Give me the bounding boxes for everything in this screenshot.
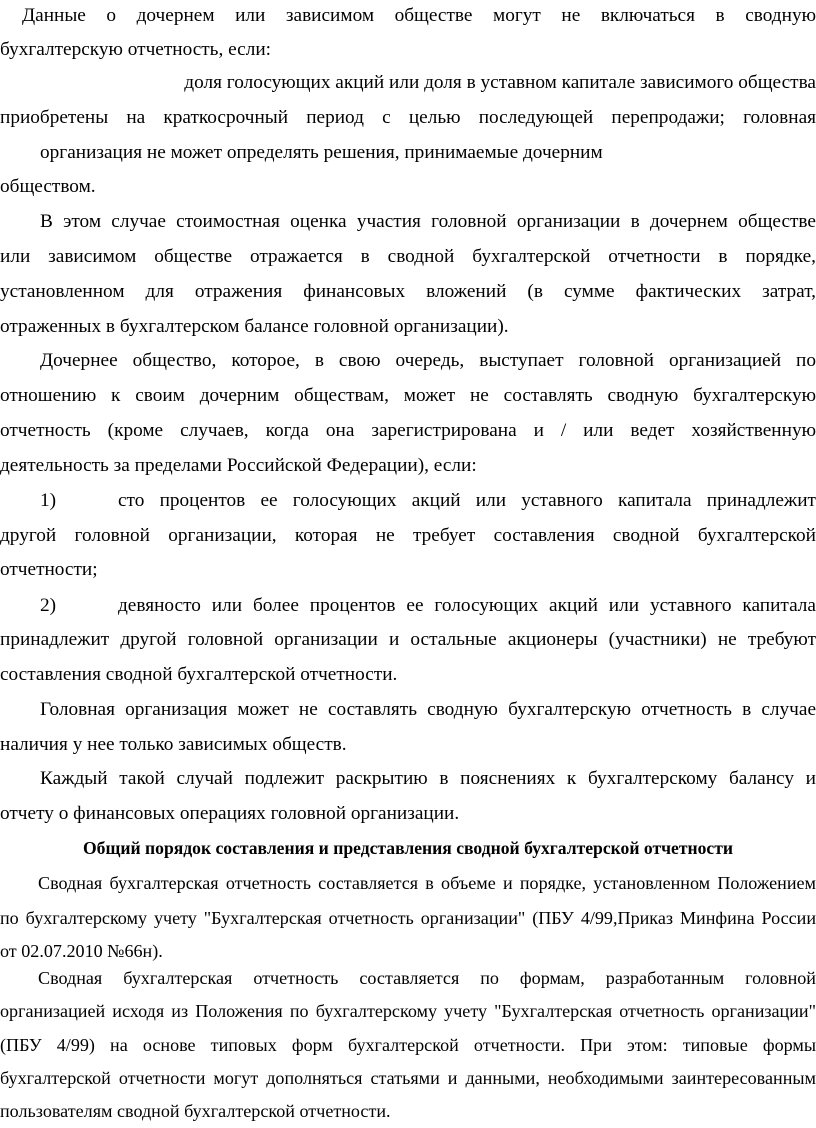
list-item-line: другой головной организации, которая не требует составления сводной бухгалтерской [0,525,816,546]
paragraph-line: Головная организация может не составлять сводную бухгалтерскую отчетность в случае [40,699,816,720]
list-item-line: отчетности; [0,559,98,580]
list-item-line: составления сводной бухгалтерской отчетности. [0,664,398,685]
paragraph-line: или зависимом обществе отражается в сводной бухгалтерской отчетности в порядке, [0,246,816,267]
list-number: 2) [40,595,57,616]
paragraph-line: от 02.07.2010 №66н). [0,941,163,961]
list-item-line: девяносто или более процентов ее голосующих акций или уставного капитала [118,595,816,616]
paragraph-line: Сводная бухгалтерская отчетность составляется по формам, разработанным головной [38,968,816,988]
paragraph-line: Дочернее общество, которое, в свою очередь, выступает головной организацией по [40,350,816,371]
paragraph-line: Сводная бухгалтерская отчетность составляется в объеме и порядке, установленном Положением [38,873,816,893]
paragraph-line: отчету о финансовых операциях головной организации. [0,803,460,824]
paragraph-line: отраженных в бухгалтерском балансе головной организации). [0,316,509,337]
paragraph-line: бухгалтерскую отчетность, если: [0,39,272,60]
paragraph-line: Каждый такой случай подлежит раскрытию в пояснениях к бухгалтерскому балансу и [40,768,816,789]
paragraph-line: отношению к своим дочерним обществам, может не составлять сводную бухгалтерскую [0,385,816,406]
section-heading: Общий порядок составления и представления сводной бухгалтерской отчетности [83,838,733,858]
paragraph-line: деятельность за пределами Российской Федерации), если: [0,455,477,476]
list-number: 1) [40,490,57,511]
list-item-line: принадлежит другой головной организации и остальные акционеры (участники) не требуют [0,629,816,650]
paragraph-line: отчетность (кроме случаев, когда она зарегистрирована и / или ведет хозяйственную [0,420,816,441]
paragraph-line: организацией исходя из Положения по бухгалтерскому учету "Бухгалтерская отчетность организации" [0,1001,816,1021]
paragraph-line: приобретены на краткосрочный период с целью последующей перепродажи; головная [0,107,816,128]
list-item-line: сто процентов ее голосующих акций или уставного капитала принадлежит [118,490,816,511]
paragraph-line: Данные о дочернем или зависимом обществе могут не включаться в сводную [22,5,816,26]
paragraph-line: бухгалтерской отчетности могут дополняться статьями и данными, необходимыми заинтересованным [0,1068,816,1088]
paragraph-line: (ПБУ 4/99) на основе типовых форм бухгалтерской отчетности. При этом: типовые формы [0,1035,816,1055]
paragraph-line: по бухгалтерскому учету "Бухгалтерская отчетность организации" (ПБУ 4/99,Приказ Минфина России [0,908,816,928]
paragraph-line: пользователям сводной бухгалтерской отчетности. [0,1101,391,1121]
paragraph-line: организация не может определять решения, принимаемые дочерним [40,142,603,163]
paragraph-line: наличия у нее только зависимых обществ. [0,734,347,755]
paragraph-line: В этом случае стоимостная оценка участия головной организации в дочернем обществе [40,211,816,232]
paragraph-line: доля голосующих акций или доля в уставном капитале зависимого общества [184,72,816,93]
paragraph-line: обществом. [0,176,96,197]
paragraph-line: установленном для отражения финансовых вложений (в сумме фактических затрат, [0,281,816,302]
